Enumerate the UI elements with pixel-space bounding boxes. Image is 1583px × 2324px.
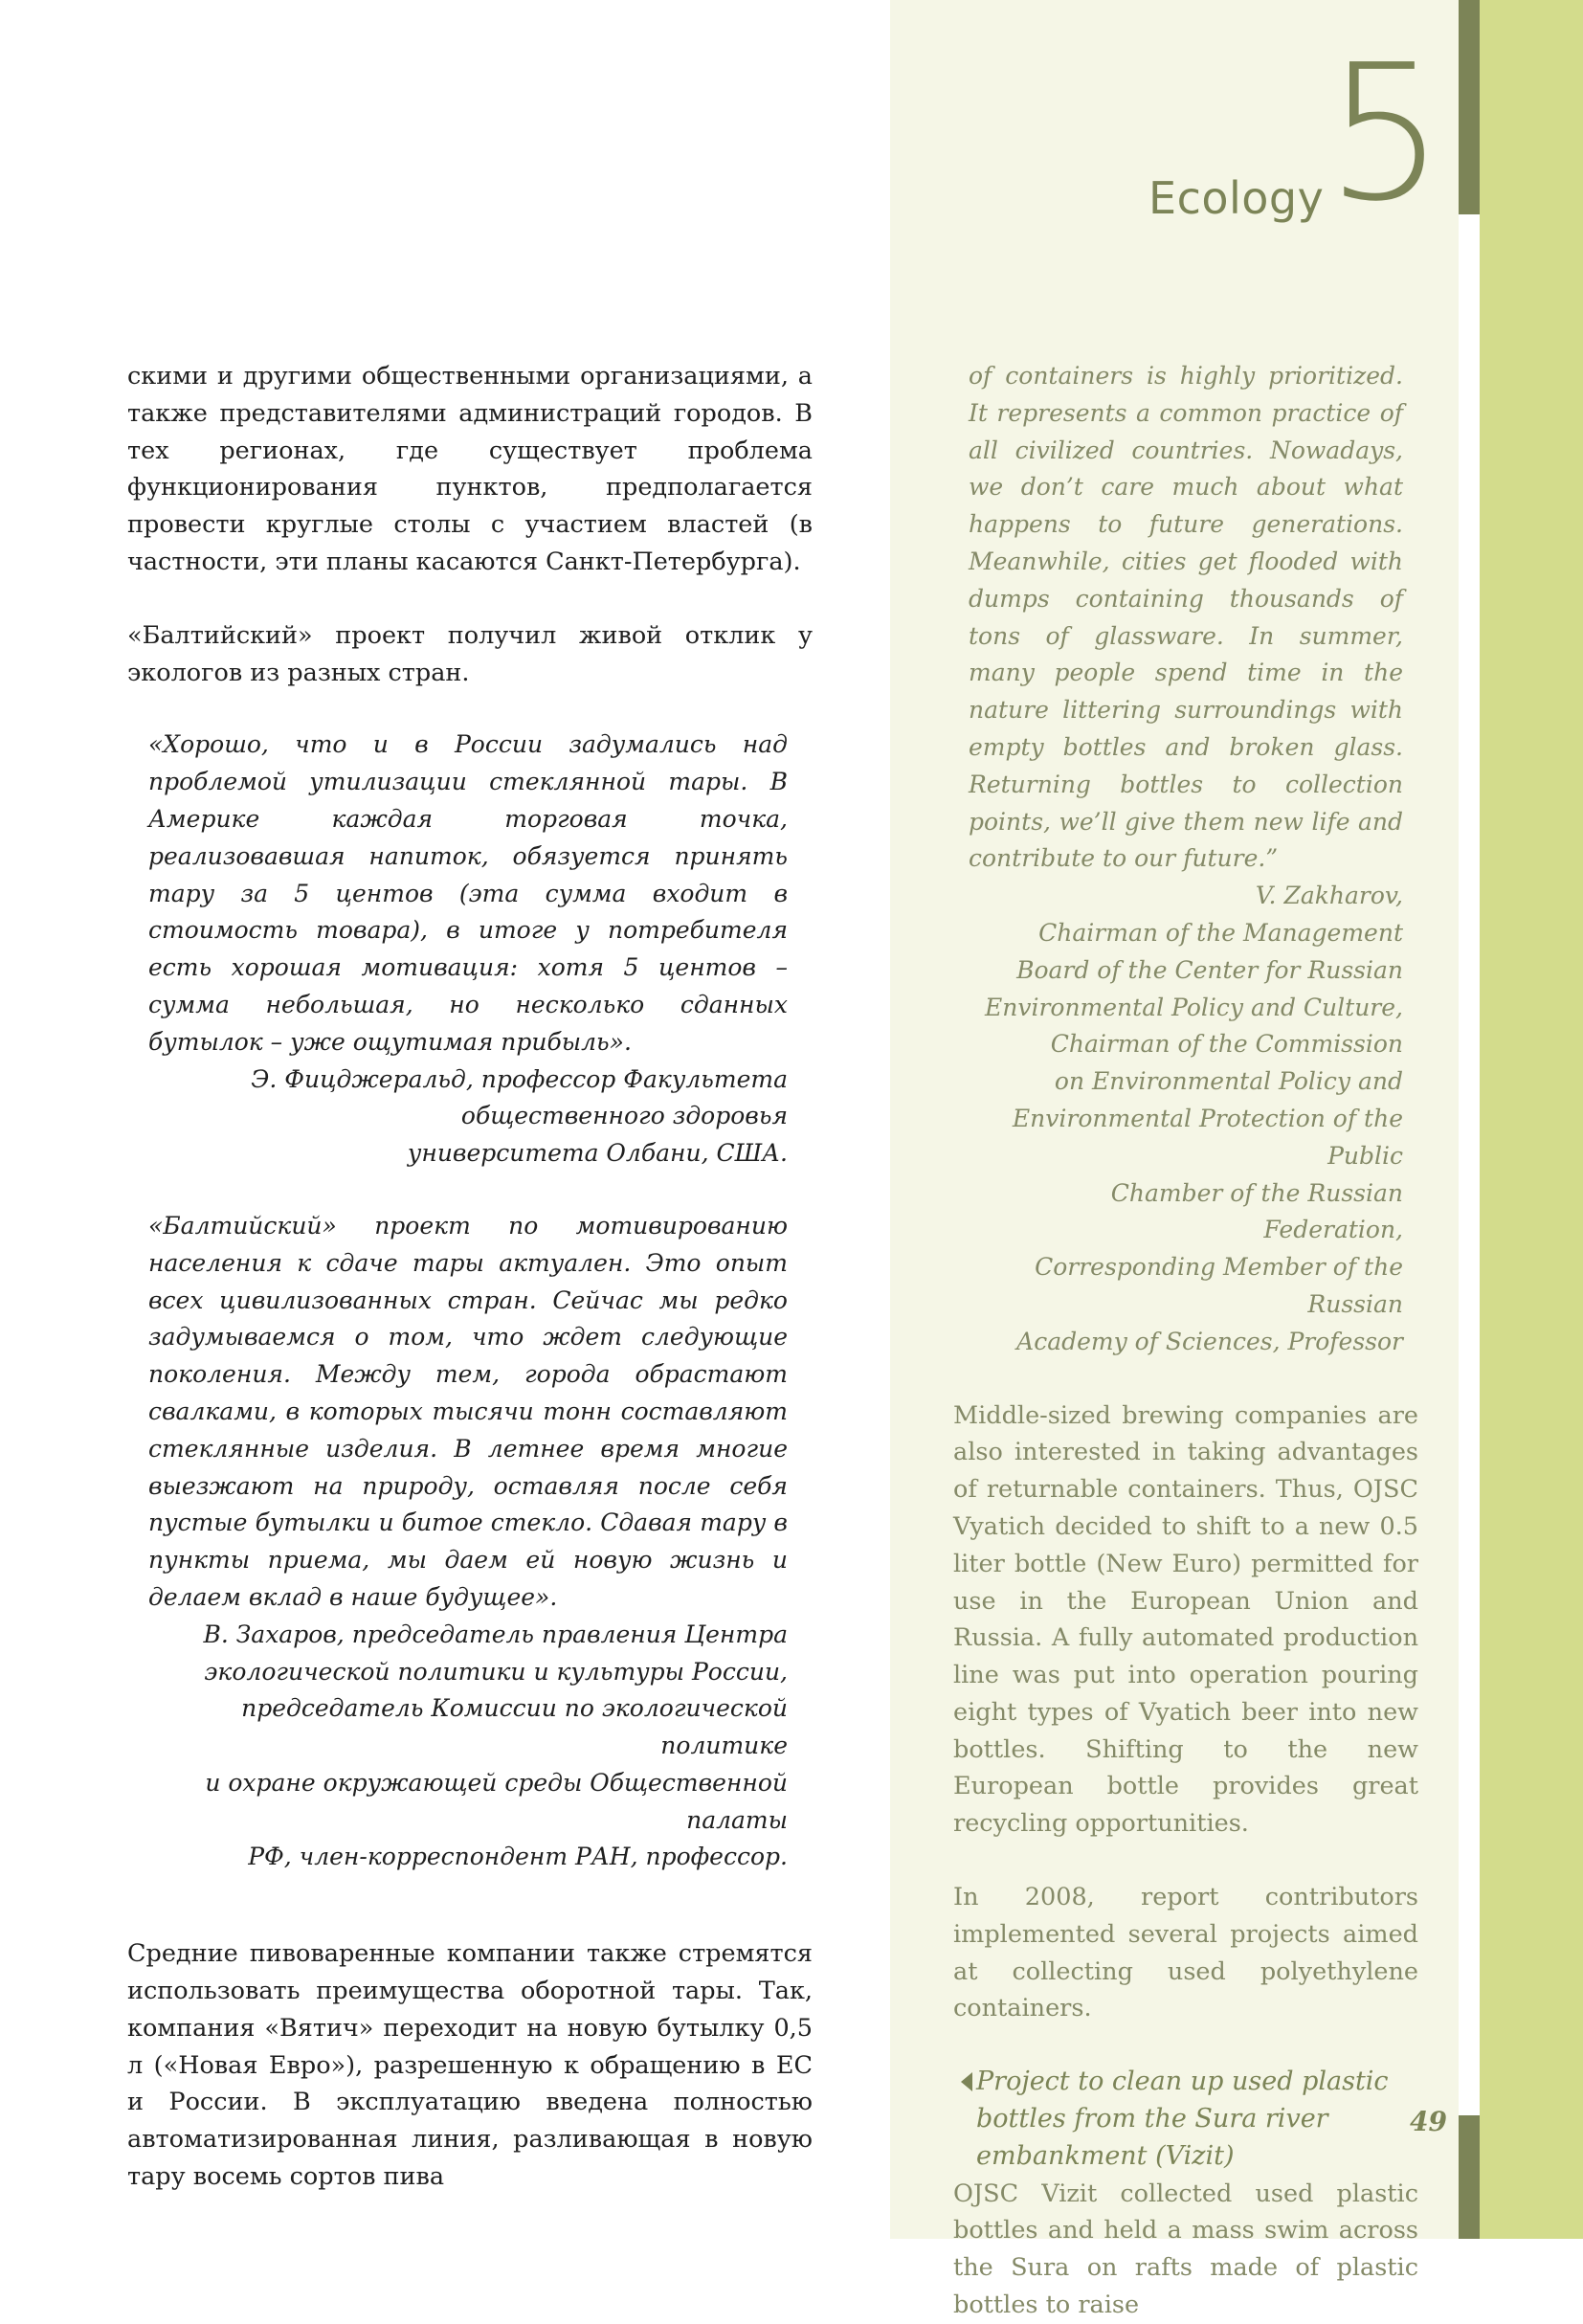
quote-text: «Балтийский» проект по мотивированию населения к сдаче тары актуален. Это опыт всех цивилизованных стран. Сейчас мы редко задумываемся о том, что ждет следующие поколения. Между тем, города обрастают свалками, в которых тысячи тонн составляют стеклянные изделия. В летнее время многие выезжают на природу, оставляя после себя пустые бутылки и битое стекло. Сдавая тару в пункты приема, мы даем ей новую жизнь и делаем вклад в наше будущее». — [148, 1211, 788, 1611]
attribution-line: Chairman of the Commission — [1050, 1030, 1403, 1059]
quote-text: of containers is highly prioritized. It represents a common practice of all civilized countries. Nowadays, we don’t care much about what happens to future generations. Meanwhile, cities get flooded with dumps containing thousands of tons of glassware. In summer, many people spend time in the nature littering surroundings with empty bottles and broken glass. Returning bottles to collection points, we’ll give them new life and contribute to our future.” — [969, 362, 1403, 873]
body-paragraph: «Балтийский» проект получил живой отклик у экологов из разных стран. — [127, 620, 813, 687]
english-text-column — [953, 358, 1418, 2324]
attribution-line: университета Олбани, США. — [407, 1139, 788, 1168]
attribution-line: РФ, член-корреспондент РАН, профессор. — [248, 1843, 788, 1871]
attribution-line: V. Zakharov, — [1255, 882, 1403, 910]
attribution-line: Chamber of the Russian Federation, — [1110, 1178, 1403, 1244]
quote-zakharov-en — [969, 358, 1403, 1361]
quote-text: «Хорошо, что и в России задумались над проблемой утилизации стеклянной тары. В Америке каждая торговая точка, реализовавшая напиток, обязуется принять тару за 5 центов (эта сумма входит в стоимость товара), в итоге у потребителя есть хорошая мотивация: хотя 5 центов – сумма небольшая, но несколько сданных бутылок – уже ощутимая прибыль». — [148, 730, 788, 1056]
quote-zakharov — [148, 1208, 788, 1876]
body-paragraph: OJSC Vizit collected used plastic bottles and held a mass swim across the Sura on rafts made of plastic bottles to raise — [953, 2179, 1418, 2320]
body-paragraph: In 2008, report contributors implemented several projects aimed at collecting used polyethylene containers. — [953, 1883, 1418, 2023]
triangle-left-icon — [961, 2072, 972, 2091]
chapter-number: 5 — [1326, 25, 1445, 243]
attribution-line: Chairman of the Management — [1038, 918, 1403, 947]
body-paragraph: скими и другими общественными организациями, а также представителями администраций городов. В тех регионах, где существует проблема функционирования пунктов, предполагается провести круглые столы с участием властей (в частности, эти планы касаются Санкт-Петербурга). — [127, 362, 813, 576]
body-paragraph: Middle-sized brewing companies are also interested in taking advantages of returnable containers. Thus, OJSC Vyatich decided to shift to a new 0.5 liter bottle (New Euro) permitted for use in the European Union and Russia. A fully automated production line was put into operation pouring eight types of Vyatich beer into new bottles. Shifting to the new European bottle provides great recycling opportunities. — [953, 1400, 1418, 1839]
attribution-line: и охране окружающей среды Общественной палаты — [205, 1768, 788, 1834]
attribution-line: Corresponding Member of the Russian — [1035, 1253, 1403, 1318]
quote-attribution — [969, 878, 1403, 1360]
quote-attribution — [148, 1617, 788, 1877]
chapter-color-strip — [1480, 0, 1583, 2239]
project-caption — [953, 2064, 1418, 2175]
quote-fitzgerald — [148, 726, 788, 1173]
quote-attribution — [148, 1061, 788, 1173]
attribution-line: общественного здоровья — [460, 1102, 788, 1130]
page-number: 49 — [1410, 2106, 1447, 2137]
attribution-line: В. Захаров, председатель правления Центра — [203, 1620, 788, 1648]
chapter-title: Ecology — [1148, 172, 1325, 224]
page-tab-marker — [1459, 2115, 1480, 2239]
attribution-line: Э. Фицджеральд, профессор Факультета — [251, 1064, 788, 1093]
body-paragraph: Средние пивоваренные компании также стремятся использовать преимущества оборотной тары. Так, компания «Вятич» переходит на новую бутылку 0,5 л («Новая Евро»), разрешенную к обращению в ЕС и России. В эксплуатацию введена полностью автоматизированная линия, разливающая в новую тару восемь сортов пива — [127, 1939, 813, 2192]
chapter-tab-marker — [1459, 0, 1480, 214]
attribution-line: Academy of Sciences, Professor — [1016, 1327, 1403, 1355]
attribution-line: Environmental Protection of the Public — [1012, 1104, 1403, 1170]
attribution-line: председатель Комиссии по экологической политике — [241, 1694, 788, 1760]
attribution-line: Environmental Policy and Culture, — [984, 993, 1403, 1021]
caption-text: Project to clean up used plastic bottles from the Sura river embankment (Vizit) — [976, 2067, 1389, 2171]
attribution-line: on Environmental Policy and — [1054, 1067, 1403, 1096]
attribution-line: экологической политики и культуры России, — [204, 1657, 788, 1686]
attribution-line: Board of the Center for Russian — [1016, 955, 1403, 984]
russian-text-column — [127, 358, 813, 2196]
